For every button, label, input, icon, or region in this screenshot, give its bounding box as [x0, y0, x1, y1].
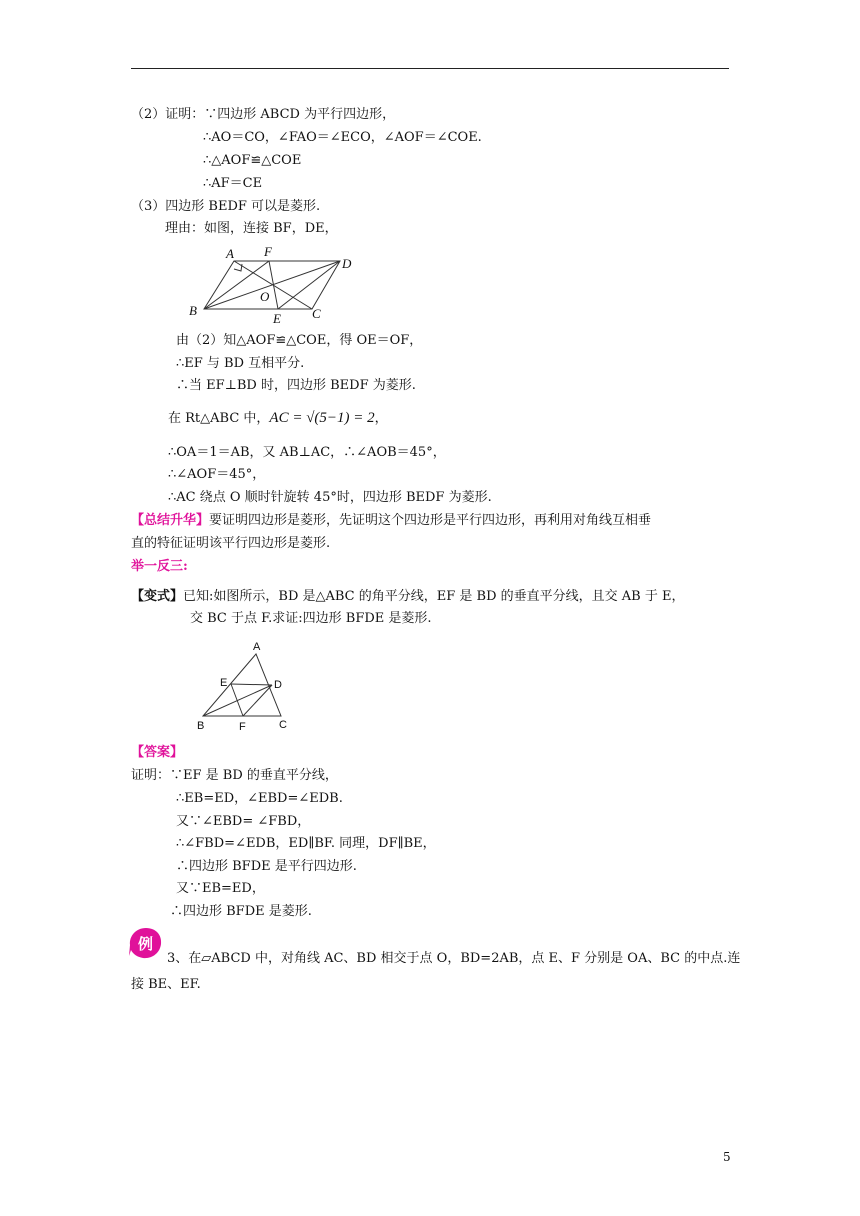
variant-line2: 交 BC 于点 F.求证:四边形 BFDE 是菱形.: [190, 611, 432, 626]
answer-line7: ∴四边形 BFDE 是菱形.: [170, 904, 312, 919]
segment-ef: [231, 684, 243, 716]
part2-line3: ∴△AOF≌△COE: [203, 153, 302, 168]
label-a: A: [226, 246, 234, 261]
example-line2: 接 BE、EF.: [131, 977, 201, 992]
part3-line1: （3）四边形 BEDF 可以是菱形.: [131, 199, 321, 214]
summary-line1: [131, 513, 651, 529]
label-c: C: [279, 719, 287, 731]
answer-tag: 【答案】: [131, 745, 184, 760]
label-b: B: [189, 303, 197, 318]
example-line1: 3、在▱ABCD 中，对角线 AC、BD 相交于点 O，BD=2AB，点 E、F 分别是 OA、BC 的中点.连: [167, 951, 741, 966]
label-b: B: [197, 720, 205, 732]
example-badge-icon: [128, 926, 164, 960]
part3-line4: ∴EF 与 BD 互相平分.: [176, 356, 305, 371]
summary-text1: 要证明四边形是菱形，先证明这个四边形是平行四边形，再利用对角线互相垂: [209, 513, 652, 528]
part3-line8: ∴∠AOF＝45°，: [168, 467, 266, 482]
header-rule: [131, 68, 729, 69]
label-e: E: [273, 311, 281, 325]
rt-triangle-suffix: ，: [374, 411, 388, 426]
label-f: F: [239, 721, 246, 733]
label-e: E: [220, 677, 228, 689]
variant-text1: 已知:如图所示，BD 是△ABC 的角平分线，EF 是 BD 的垂直平分线，且交 AB 于 E，: [183, 589, 685, 604]
label-f: F: [264, 244, 272, 259]
variant-tag: 【变式】: [131, 589, 184, 604]
summary-line2: 直的特征证明该平行四边形是菱形.: [131, 536, 331, 551]
diagonal-bd: [204, 261, 340, 309]
label-o: O: [260, 289, 270, 304]
part3-line3: 由（2）知△AOF≌△COE，得 OE＝OF，: [176, 333, 423, 348]
answer-line3: 又∵∠EBD= ∠FBD，: [176, 814, 311, 829]
example-badge-text: 例: [138, 935, 154, 953]
part3-line9: ∴AC 绕点 O 顺时针旋转 45°时，四边形 BEDF 为菱形.: [168, 490, 492, 505]
part2-line4: ∴AF＝CE: [203, 176, 263, 191]
answer-line6: 又∵EB=ED，: [176, 881, 265, 896]
segment-fd: [243, 685, 272, 716]
page-number: 5: [723, 1150, 731, 1164]
summary-tag: 【总结升华】: [131, 513, 210, 528]
answer-line2: ∴EB=ED，∠EBD=∠EDB.: [176, 791, 343, 806]
rt-triangle-prefix: 在 Rt△ABC 中，: [168, 411, 270, 426]
label-a: A: [253, 641, 261, 653]
variant-line1: [131, 589, 684, 605]
part3-line6: [168, 410, 388, 427]
answer-line4: ∴∠FBD=∠EDB，ED∥BF. 同理，DF∥BE，: [176, 836, 436, 851]
parallelogram-figure: [184, 243, 364, 325]
segment-de: [278, 261, 340, 309]
label-c: C: [312, 306, 321, 321]
label-d: D: [342, 256, 352, 271]
part3-line2: 理由：如图，连接 BF，DE，: [165, 221, 338, 236]
answer-line1: 证明：∵EF 是 BD 的垂直平分线，: [131, 768, 338, 783]
part2-line2: ∴AO＝CO，∠FAO＝∠ECO，∠AOF＝∠COE.: [203, 130, 482, 145]
part2-line1: （2）证明：∵四边形 ABCD 为平行四边形，: [131, 107, 396, 122]
variants-heading: 举一反三:: [131, 559, 188, 574]
answer-line5: ∴四边形 BFDE 是平行四边形.: [176, 859, 357, 874]
part3-line7: ∴OA＝1＝AB，又 AB⊥AC，∴∠AOB＝45°，: [168, 445, 446, 460]
part3-line5: ∴当 EF⊥BD 时，四边形 BEDF 为菱形.: [176, 378, 416, 393]
segment-ed: [231, 684, 272, 685]
segment-ef: [269, 261, 278, 309]
label-d: D: [274, 679, 282, 691]
ac-formula: AC = √(5−1) = 2: [269, 410, 375, 426]
triangle-figure: [193, 636, 301, 736]
